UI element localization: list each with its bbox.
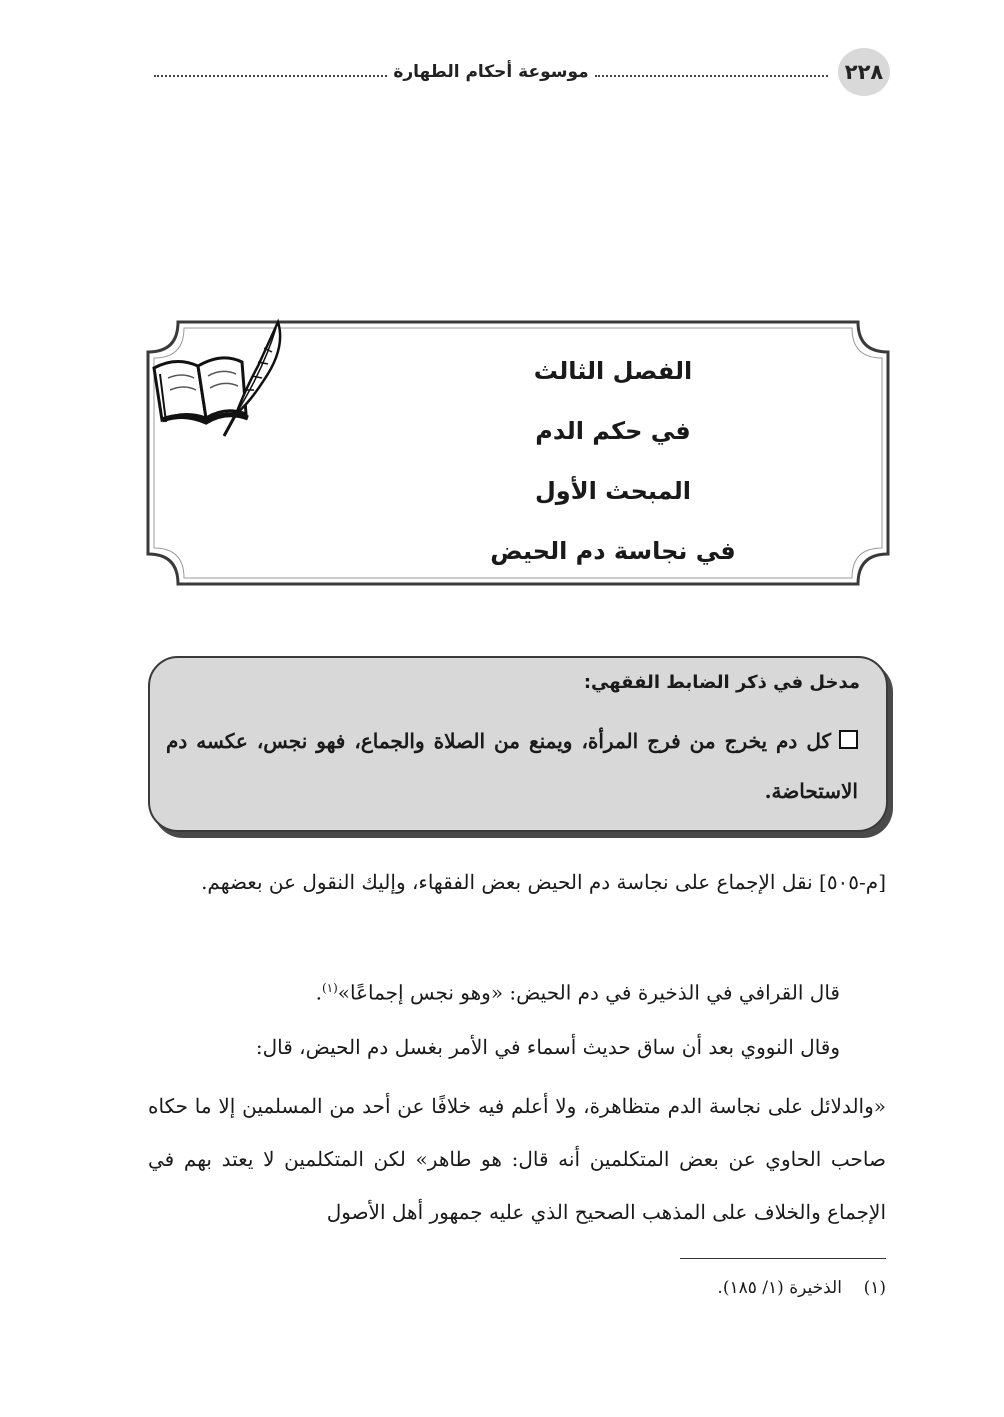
rule-text: كل دم يخرج من فرج المرأة، ويمنع من الصلاة والجماع، فهو نجس، عكسه دم الاستحاضة. — [166, 729, 858, 803]
page-number: ٢٢٨ — [838, 48, 890, 96]
chapter-heading-block — [446, 340, 780, 580]
section-subject-heading: في نجاسة دم الحيض — [490, 537, 736, 565]
checkbox-bullet-icon — [839, 730, 858, 749]
running-title: موسوعة أحكام الطهارة — [393, 62, 589, 82]
chapter-title-frame — [146, 318, 890, 588]
chapter-number-heading: الفصل الثالث — [533, 357, 693, 385]
chapter-subject-heading: في حكم الدم — [535, 417, 691, 445]
rule-box-title: مدخل في ذكر الضابط الفقهي: — [583, 672, 860, 693]
paragraph-nawawi-quote: «والدلائل على نجاسة الدم متظاهرة، ولا أعلم فيه خلافًا عن أحد من المسلمين إلا ما حكاه صاحب الحاوي عن بعض المتكلمين أنه قال: هو طاهر» لكن المتكلمين لا يعتد بهم في الإجماع والخلاف على المذهب الصحيح الذي عليه جمهور أهل الأصول — [148, 1094, 886, 1224]
paragraph-intro: [م-٥٠٥] نقل الإجماع على نجاسة دم الحيض بعض الفقهاء، وإليك النقول عن بعضهم. — [201, 870, 886, 894]
leader-dots-left — [154, 75, 387, 77]
paragraph-nawawi-intro: وقال النووي بعد أن ساق حديث أسماء في الأمر بغسل دم الحيض، قال: — [255, 1035, 840, 1059]
running-title-bar — [148, 58, 834, 86]
footnote-separator — [680, 1258, 886, 1259]
qarafi-end: . — [315, 980, 322, 1005]
fiqh-rule-box — [148, 656, 888, 832]
rule-box-body — [166, 716, 858, 816]
footnote-ref: (١) — [321, 981, 338, 995]
leader-dots-right — [595, 75, 828, 77]
page-header — [148, 48, 890, 96]
footnote-text: الذخيرة (١/ ١٨٥). — [717, 1278, 842, 1298]
footnote — [717, 1278, 886, 1298]
qarafi-quote: قال القرافي في الذخيرة في دم الحيض: «وهو نجس إجماعًا» — [337, 980, 840, 1005]
paragraph-qarafi — [148, 962, 886, 1020]
section-number-heading: المبحث الأول — [534, 477, 692, 505]
footnote-number: (١) — [863, 1278, 886, 1298]
book-and-quill-icon — [146, 318, 286, 438]
